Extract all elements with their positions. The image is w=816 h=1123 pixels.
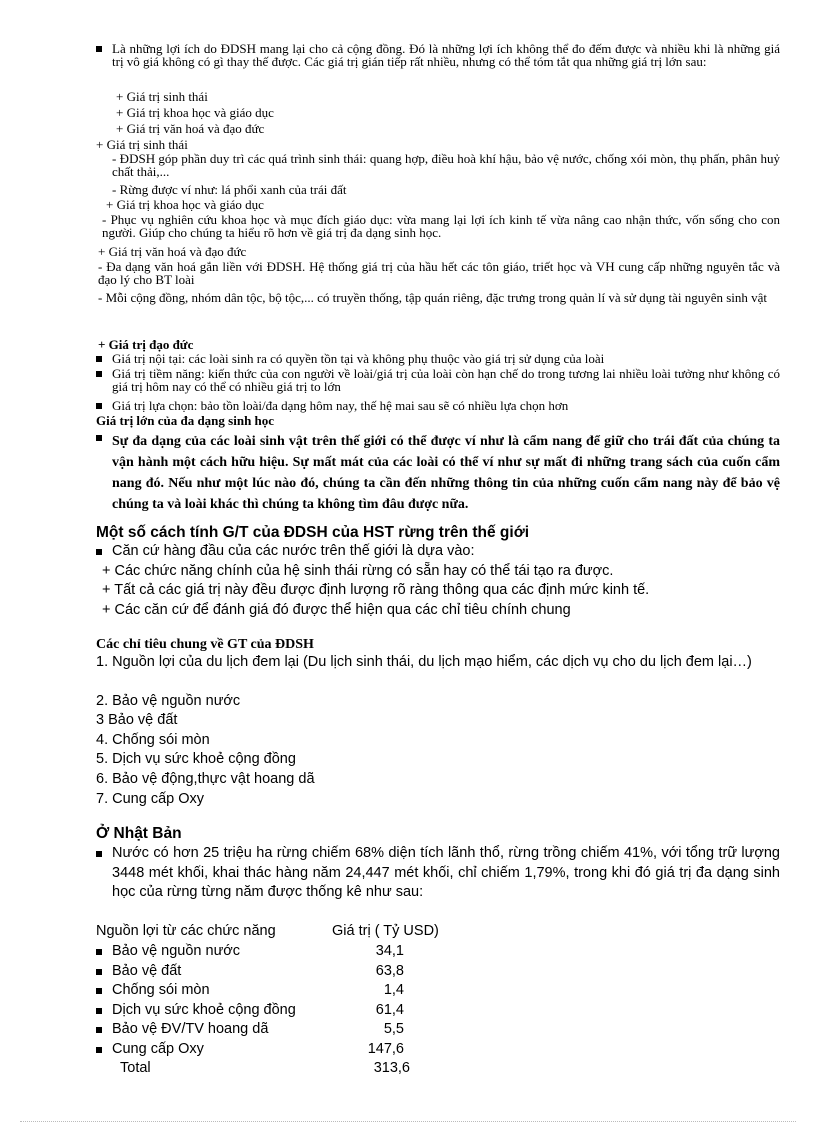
table-cell-value: 34,1 (375, 943, 404, 959)
ecology-paragraph: - ĐDSH góp phần duy trì các quá trình sinh thái: quang hợp, điều hoà khí hậu, bảo vệ nước, chống xói mòn, thụ phấn, phân huỷ chất thải,... (112, 151, 780, 179)
bullet-icon (96, 46, 102, 52)
section-heading: + Giá trị khoa học và giáo dục (106, 197, 264, 212)
table-total-label: Total (120, 1060, 151, 1076)
bullet-icon (96, 1008, 102, 1014)
intro-item: + Giá trị khoa học và giáo dục (116, 105, 274, 120)
greatvalue-text: Sự đa dạng của các loài sinh vật trên thế giới có thể được ví như là cẩm nang để giữ cho trái đất của chúng ta vận hành một cách hữu hiệu. Sự mất mát của các loài có thể ví như sự mất đi những trang sách của cuốn cẩm nang đó. Nếu như một lúc nào đó, chúng ta cần đến những thông tin của những cuốn cẩm nang này để bảo vệ chúng ta và loài khác thì chúng ta không tìm đâu được nữa. (112, 434, 780, 512)
table-cell-value: 5,5 (383, 1021, 404, 1037)
culture-paragraph: - Đa dạng văn hoá gắn liền với ĐDSH. Hệ thống giá trị của hầu hết các tôn giáo, triết học và VH cung cấp những nguyên tắc và đạo lý cho BT loài (98, 259, 780, 287)
table-cell-value: 1,4 (383, 982, 404, 998)
bullet-icon (96, 403, 102, 409)
table-total-value: 313,6 (373, 1060, 410, 1076)
bullet-icon (96, 435, 102, 441)
table-total-row (96, 1059, 516, 1079)
table-row (96, 942, 516, 962)
table-cell-name: Dịch vụ sức khoẻ cộng đồng (112, 1001, 296, 1018)
table-cell-value: 61,4 (375, 1001, 404, 1018)
bullet-icon (96, 969, 102, 975)
ethics-item-text: Giá trị tiềm năng: kiến thức của con người về loài/giá trị của loài còn hạn chế do trong tương lai nhiều loài tưởng như không có giá trị hôm nay có thể có nhiều giá trị to lớn (112, 366, 780, 394)
bullet-icon (96, 949, 102, 955)
section-heading: + Giá trị văn hoá và đạo đức (98, 244, 247, 259)
methods-bullet-text: Căn cứ hàng đầu của các nước trên thế giới là dựa vào: (112, 543, 475, 559)
table-col-header: Nguồn lợi từ các chức năng (96, 923, 276, 939)
japan-text: Nước có hơn 25 triệu ha rừng chiếm 68% diện tích lãnh thổ, rừng trồng chiếm 41%, với tổng trữ lượng 3448 mét khối, khai thác hàng năm 24,447 mét khối, chỉ chiếm 1,79%, trong khi đó giá trị đa dạng sinh học của rừng từng năm được thống kê như sau: (112, 845, 780, 900)
bullet-icon (96, 549, 102, 555)
intro-item: + Giá trị sinh thái (116, 89, 208, 104)
intro-item: + Giá trị văn hoá và đạo đức (116, 121, 265, 136)
table-row (96, 962, 516, 982)
bullet-icon (96, 371, 102, 377)
section-heading: + Giá trị đạo đức (98, 337, 194, 352)
table-row (96, 1001, 516, 1021)
ethics-item (96, 352, 780, 365)
methods-item: + Các căn cứ để đánh giá đó được thể hiện qua các chỉ tiêu chính chung (102, 602, 571, 618)
value-table (96, 922, 516, 1079)
science-paragraph: - Phục vụ nghiên cứu khoa học và mục đích giáo dục: vừa mang lại lợi ích kinh tế vừa nâng cao nhận thức, vốn sống cho con người. Giúp cho chúng ta hiểu rõ hơn về giá trị đa dạng sinh học. (102, 212, 780, 240)
table-col-header: Giá trị ( Tỷ USD) (332, 923, 439, 939)
indicator-item: 5. Dịch vụ sức khoẻ cộng đồng (96, 751, 296, 767)
table-cell-name: Cung cấp Oxy (112, 1040, 204, 1057)
bullet-icon (96, 1047, 102, 1053)
ethics-item (96, 399, 780, 412)
indicator-item: 3 Bảo vệ đất (96, 712, 178, 728)
methods-bullet (96, 542, 475, 562)
indicator-item: 2. Bảo vệ nguồn nước (96, 693, 241, 709)
japan-paragraph (96, 844, 780, 903)
page-bottom-divider (20, 1121, 796, 1122)
intro-text: Là những lợi ích do ĐDSH mang lại cho cả cộng đồng. Đó là những lợi ích không thể đo đếm được và nhiều khi là những giá trị vô giá không có gì thay thế được. Các giá trị gián tiếp rất nhiều, nhưng có thể tóm tắt qua những giá trị lớn sau: (112, 41, 780, 69)
ecology-paragraph: - Rừng được ví như: lá phổi xanh của trái đất (112, 182, 347, 197)
table-cell-name: Chống sói mòn (112, 982, 210, 998)
bullet-icon (96, 851, 102, 857)
table-cell-value: 63,8 (375, 962, 404, 979)
table-row (96, 1040, 516, 1060)
bullet-icon (96, 1027, 102, 1033)
methods-item: + Tất cả các giá trị này đều được định lượng rõ ràng thông qua các định mức kinh tế. (102, 582, 650, 598)
table-cell-name: Bảo vệ nguồn nước (112, 943, 241, 959)
table-cell-value: 147,6 (367, 1040, 404, 1057)
ethics-item-text: Giá trị nội tại: các loài sinh ra có quyền tồn tại và không phụ thuộc vào giá trị sử dụng của loài (112, 351, 605, 366)
indicator-item: 7. Cung cấp Oxy (96, 791, 204, 807)
table-header (96, 922, 516, 942)
bullet-icon (96, 356, 102, 362)
section-heading: Các chỉ tiêu chung về GT của ĐDSH (96, 637, 314, 652)
section-heading: Ở Nhật Bản (96, 825, 182, 842)
culture-paragraph: - Mỗi cộng đồng, nhóm dân tộc, bộ tộc,... có truyền thống, tập quán riêng, đặc trưng trong quản lí và sử dụng tài nguyên sinh vật (98, 290, 768, 305)
methods-item: + Các chức năng chính của hệ sinh thái rừng có sẵn hay có thể tái tạo ra được. (102, 563, 614, 579)
section-heading: Giá trị lớn của đa dạng sinh học (96, 413, 275, 428)
table-cell-name: Bảo vệ ĐV/TV hoang dã (112, 1021, 269, 1037)
section-heading: Một số cách tính G/T của ĐDSH của HST rừng trên thế giới (96, 524, 530, 541)
greatvalue-paragraph (96, 431, 780, 515)
ethics-item-text: Giá trị lựa chọn: bảo tồn loài/đa dạng hôm nay, thế hệ mai sau sẽ có nhiều lựa chọn hơn (112, 398, 569, 413)
table-row (96, 981, 516, 1001)
ethics-item (96, 367, 780, 393)
intro-paragraph (96, 42, 780, 68)
table-row (96, 1020, 516, 1040)
bullet-icon (96, 988, 102, 994)
table-cell-name: Bảo vệ đất (112, 962, 182, 979)
section-heading: + Giá trị sinh thái (96, 137, 188, 152)
indicator-item: 4. Chống sói mòn (96, 732, 210, 748)
indicator-item: 6. Bảo vệ động,thực vật hoang dã (96, 771, 315, 787)
indicator-item: 1. Nguồn lợi của du lịch đem lại (Du lịch sinh thái, du lịch mạo hiểm, các dịch vụ cho du lịch đem lại…) (96, 654, 752, 670)
